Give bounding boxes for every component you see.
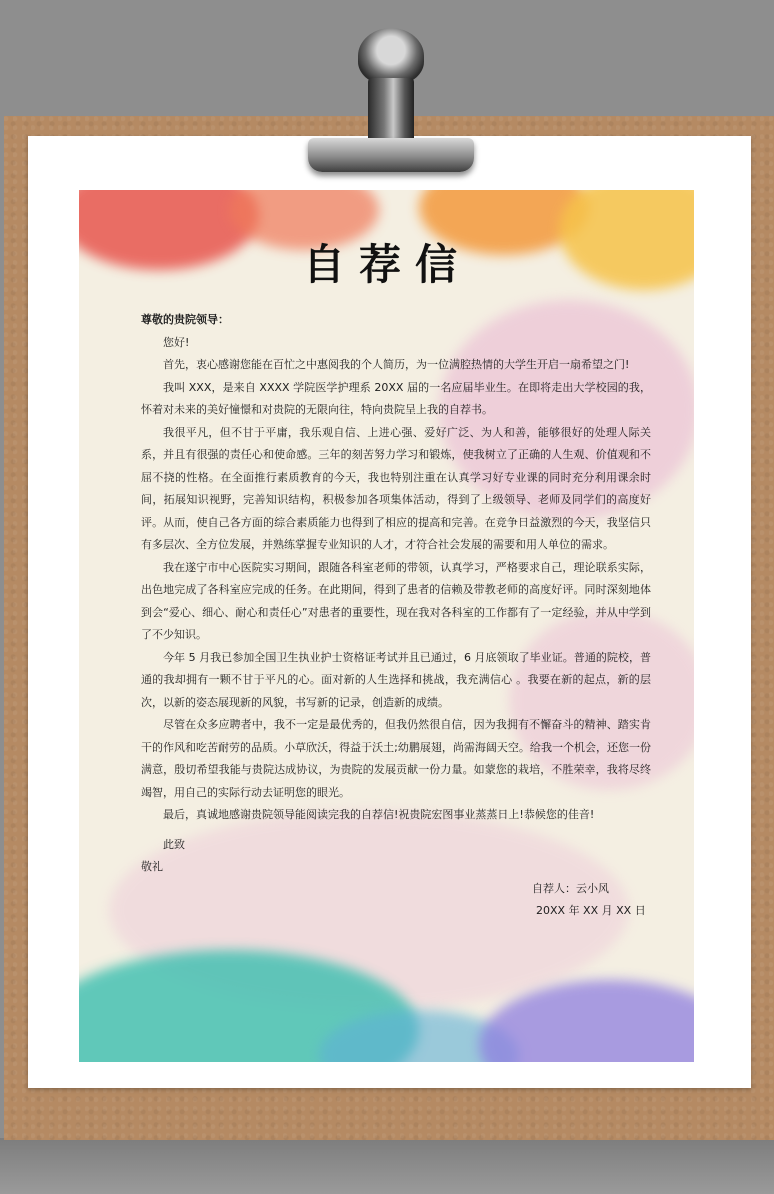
- date: 20XX 年 XX 月 XX 日: [536, 904, 646, 917]
- paragraph: 我在遂宁市中心医院实习期间，跟随各科室老师的带领，认真学习，严格要求自己，理论联系实际，出色地完成了各科室应完成的任务。在此期间，得到了患者的信赖及带教老师的高度好评。同时深刻地体到会“爱心、细心、耐心和责任心”对患者的重要性，现在我对各科室的工作都有了一定经验，并从中学到了不少知识。: [141, 560, 651, 641]
- paragraph: 我叫 XXX，是来自 XXXX 学院医学护理系 20XX 届的一名应届毕业生。在即将走出大学校园的我，怀着对未来的美好憧憬和对贵院的无限向往，特向贵院呈上我的自荐书。: [141, 380, 651, 416]
- paragraph: 我很平凡，但不甘于平庸，我乐观自信、上进心强、爱好广泛、为人和善，能够很好的处理人际关系，并且有很强的责任心和使命感。三年的刻苦努力学习和锻炼，使我树立了正确的人生观、价值观和不屈不挠的性格。在全面推行素质教育的今天，我也特别注重在认真学习好专业课的同时充分利用课余时间，拓展知识视野，完善知识结构，积极参加各项集体活动，得到了上级领导、老师及同学们的高度好评。从而，使自己各方面的综合素质能力也得到了相应的提高和完善。在竞争日益激烈的今天，我坚信只有多层次、全方位发展，并熟练掌握专业知识的人才，才符合社会发展的需要和用人单位的需求。: [141, 425, 651, 551]
- paragraph: 首先，衷心感谢您能在百忙之中惠阅我的个人简历，为一位满腔热情的大学生开启一扇希望之门!: [163, 358, 630, 371]
- signer: 自荐人：云小风: [532, 882, 609, 895]
- greeting: 您好!: [163, 335, 190, 349]
- salutation: 尊敬的贵院领导：: [141, 313, 229, 326]
- closing: 此致: [163, 838, 185, 851]
- regards: 敬礼: [141, 860, 163, 873]
- letter-body: [141, 309, 651, 827]
- paragraph: 今年 5 月我已参加全国卫生执业护士资格证考试并且已通过，6 月底领取了毕业证。普通的院校，普通的我却拥有一颗不甘于平凡的心。面对新的人生选择和挑战，我充满信心 。我要在新的起点，新的层次，以新的姿态展现新的风貌，书写新的记录，创造新的成绩。: [141, 650, 651, 709]
- background-shadow: [0, 1138, 774, 1194]
- paragraph: 尽管在众多应聘者中，我不一定是最优秀的，但我仍然很自信，因为我拥有不懈奋斗的精神、踏实肯干的作风和吃苦耐劳的品质。小草欣沃，得益于沃土;幼鹏展翅，尚需海阔天空。给我一个机会，还您一份满意，殷切希望我能与贵院达成协议，为贵院的发展贡献一份力量。如蒙您的栽培，不胜荣幸，我将尽终竭智，用自己的实际行动去证明您的眼光。: [141, 718, 651, 799]
- binder-clip-base: [308, 138, 474, 172]
- letter-title: 自荐信: [302, 240, 471, 289]
- binder-clip-ring: [358, 28, 424, 84]
- binder-clip-neck: [368, 78, 414, 144]
- paragraph: 最后，真诚地感谢贵院领导能阅读完我的自荐信!祝贵院宏图事业蒸蒸日上!恭候您的佳音!: [163, 808, 595, 821]
